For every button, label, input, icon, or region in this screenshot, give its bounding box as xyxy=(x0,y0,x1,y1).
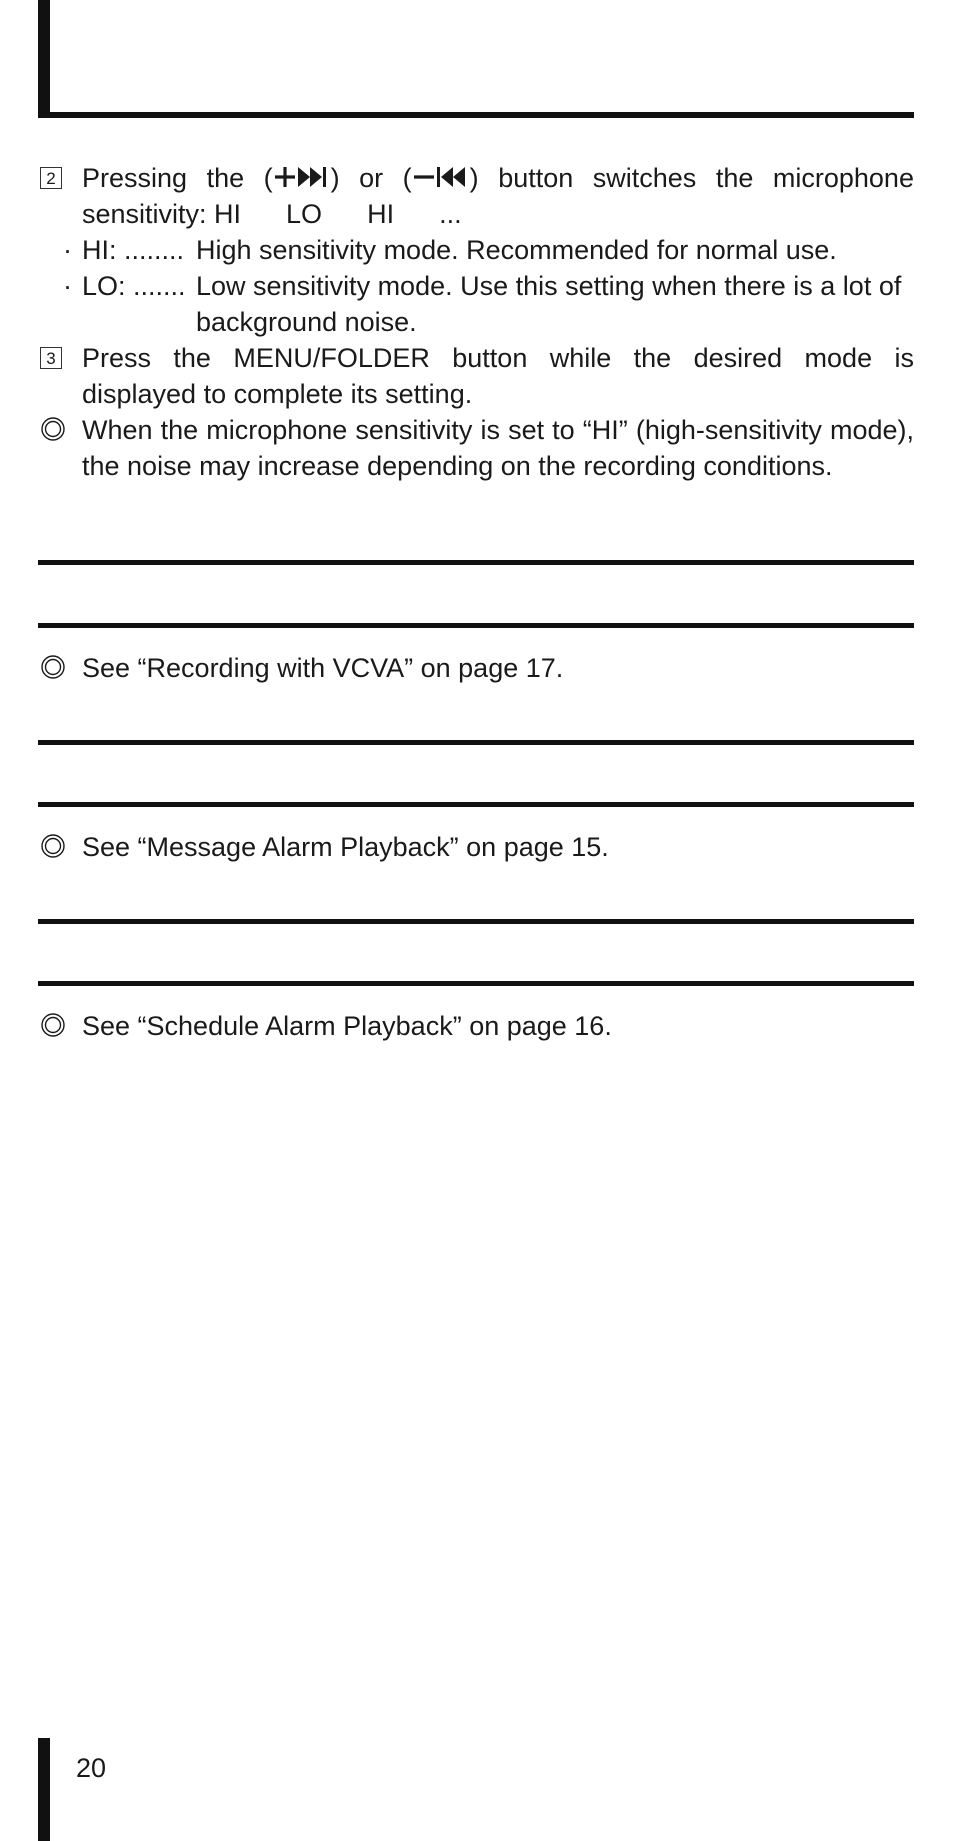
bullet-key: HI: ........ xyxy=(82,235,185,265)
main-content xyxy=(38,160,914,484)
see-note-message-alarm xyxy=(38,829,914,865)
bullet-dot: · xyxy=(63,271,72,301)
step-2 xyxy=(38,160,914,232)
page-number: 20 xyxy=(76,1753,107,1783)
bullet-key: LO: ....... xyxy=(82,271,186,301)
double-circle-icon xyxy=(41,1013,65,1037)
note-text: When the microphone sensitivity is set to “HI” (high-sensitivity mode), the noise may increase depending on the recording conditions. xyxy=(82,415,914,481)
section-rule xyxy=(38,740,914,745)
plus-forward-icon xyxy=(273,164,331,190)
top-corner-bar xyxy=(38,0,50,118)
minus-rewind-icon xyxy=(412,164,470,190)
double-circle-icon xyxy=(41,834,65,858)
header-rule xyxy=(38,112,914,118)
step-number: 2 xyxy=(40,167,62,189)
section-rule xyxy=(38,919,914,924)
see-note-text: See “Recording with VCVA” on page 17. xyxy=(82,653,564,683)
double-circle-icon xyxy=(41,655,65,679)
bullet-text: Low sensitivity mode. Use this setting when there is a lot of background noise. xyxy=(196,271,902,337)
section-rule xyxy=(38,802,914,807)
bullet-hi xyxy=(38,232,914,268)
section-rule xyxy=(38,623,914,628)
section-rule xyxy=(38,560,914,565)
bullet-text: High sensitivity mode. Recommended for normal use. xyxy=(196,235,837,265)
see-note-schedule-alarm xyxy=(38,1008,914,1044)
note-microphone xyxy=(38,412,914,484)
see-note-vcva xyxy=(38,650,914,686)
page-corner-bar xyxy=(38,1738,50,1841)
step-2-line-1: Pressing the ( ) or ( ) button switches the microphone xyxy=(82,163,914,193)
double-circle-icon xyxy=(41,417,65,441)
step-number: 3 xyxy=(40,347,62,369)
step-3 xyxy=(38,340,914,412)
see-note-text: See “Schedule Alarm Playback” on page 16. xyxy=(82,1011,612,1041)
step-2-line-2: sensitivity: HI LO HI ... xyxy=(82,199,462,229)
bullet-lo xyxy=(38,268,914,340)
see-note-text: See “Message Alarm Playback” on page 15. xyxy=(82,832,609,862)
step-3-text: Press the MENU/FOLDER button while the desired mode is displayed to complete its setting. xyxy=(82,343,914,409)
bullet-dot: · xyxy=(63,235,72,265)
section-rule xyxy=(38,981,914,986)
